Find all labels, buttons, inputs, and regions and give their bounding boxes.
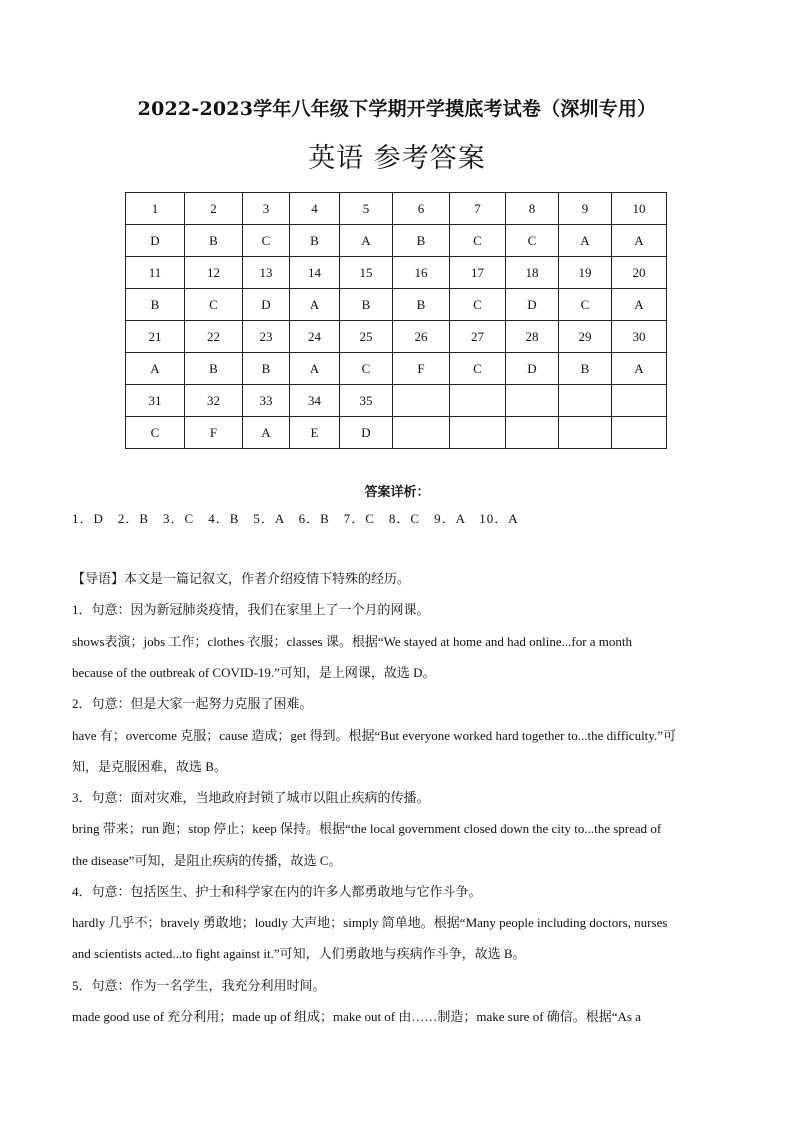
- question-number-cell: 16: [393, 257, 450, 289]
- question-number-cell: 7: [450, 193, 506, 225]
- answer-cell: F: [393, 353, 450, 385]
- question-number-cell: 31: [126, 385, 185, 417]
- answer-cell: C: [559, 289, 612, 321]
- q3-meaning: 3．句意：面对灾难，当地政府封锁了城市以阻止疾病的传播。: [72, 790, 430, 805]
- question-number-cell: [450, 385, 506, 417]
- question-number-cell: 21: [126, 321, 185, 353]
- question-number-cell: [506, 385, 559, 417]
- question-number-cell: 13: [243, 257, 290, 289]
- answer-cell: A: [126, 353, 185, 385]
- q2-meaning: 2．句意：但是大家一起努力克服了困难。: [72, 696, 313, 711]
- answer-cell: C: [450, 289, 506, 321]
- answer-table-row: [126, 321, 667, 353]
- answer-table-row: [126, 353, 667, 385]
- answer-cell: C: [340, 353, 393, 385]
- question-number-cell: 4: [290, 193, 340, 225]
- answer-cell: D: [340, 417, 393, 449]
- answer-cell: A: [612, 289, 667, 321]
- question-number-cell: 26: [393, 321, 450, 353]
- answer-cell: B: [559, 353, 612, 385]
- answer-cell: B: [290, 225, 340, 257]
- answer-cell: D: [506, 353, 559, 385]
- answer-cell: C: [243, 225, 290, 257]
- answer-cell: [506, 417, 559, 449]
- answer-cell: A: [290, 353, 340, 385]
- analysis-heading: 答案详析：: [364, 485, 430, 500]
- answer-cell: B: [185, 225, 243, 257]
- answer-cell: A: [612, 225, 667, 257]
- question-number-cell: 14: [290, 257, 340, 289]
- q5-meaning: 5．句意：作为一名学生，我充分利用时间。: [72, 978, 326, 993]
- answer-table-row: [126, 225, 667, 257]
- answer-cell: [559, 417, 612, 449]
- answer-cell: [450, 417, 506, 449]
- q1-explanation-line-1: shows表演；jobs 工作；clothes 衣服；classes 课。根据“We stayed at home and had online...for a month: [72, 634, 633, 649]
- question-number-cell: 24: [290, 321, 340, 353]
- q4-meaning: 4．句意：包括医生、护士和科学家在内的许多人都勇敢地与它作斗争。: [72, 884, 482, 899]
- q5-explanation-line-1: made good use of 充分利用；made up of 组成；make out of 由……制造；make sure of 确信。根据“As a: [72, 1009, 642, 1024]
- answer-cell: A: [612, 353, 667, 385]
- answer-cell: B: [340, 289, 393, 321]
- answer-cell: A: [340, 225, 393, 257]
- answer-cell: B: [393, 225, 450, 257]
- question-number-cell: 33: [243, 385, 290, 417]
- question-number-cell: 34: [290, 385, 340, 417]
- answer-cell: C: [126, 417, 185, 449]
- answer-summary: 1．D 2．B 3．C 4．B 5．A 6．B 7．C 8．C 9．A 10．A: [72, 511, 519, 526]
- question-number-cell: 32: [185, 385, 243, 417]
- question-number-cell: 3: [243, 193, 290, 225]
- answer-cell: D: [243, 289, 290, 321]
- question-number-cell: 12: [185, 257, 243, 289]
- question-number-cell: 35: [340, 385, 393, 417]
- q1-explanation-line-2: because of the outbreak of COVID-19.”可知，是上网课，故选 D。: [72, 665, 436, 680]
- q2-explanation-line-2: 知，是克服困难，故选 B。: [72, 759, 227, 774]
- answer-table-row: [126, 417, 667, 449]
- question-number-cell: 29: [559, 321, 612, 353]
- q3-explanation-line-2: the disease”可知，是阻止疾病的传播，故选 C。: [72, 853, 342, 868]
- question-number-cell: 23: [243, 321, 290, 353]
- answer-table: [125, 192, 667, 449]
- q3-explanation-line-1: bring 带来；run 跑；stop 停止；keep 保持。根据“the local government closed down the city to...the spread of: [72, 821, 662, 836]
- question-number-cell: 30: [612, 321, 667, 353]
- answer-cell: C: [450, 225, 506, 257]
- answer-cell: E: [290, 417, 340, 449]
- answer-table-row: [126, 289, 667, 321]
- question-number-cell: 10: [612, 193, 667, 225]
- answer-cell: B: [243, 353, 290, 385]
- q4-explanation-line-1: hardly 几乎不；bravely 勇敢地；loudly 大声地；simply 简单地。根据“Many people including doctors, nurses: [72, 915, 668, 930]
- question-number-cell: [559, 385, 612, 417]
- q1-meaning: 1．句意：因为新冠肺炎疫情，我们在家里上了一个月的网课。: [72, 602, 430, 617]
- question-number-cell: 8: [506, 193, 559, 225]
- question-number-cell: 27: [450, 321, 506, 353]
- answer-cell: A: [290, 289, 340, 321]
- answer-table-row: [126, 385, 667, 417]
- answer-table-row: [126, 257, 667, 289]
- question-number-cell: 22: [185, 321, 243, 353]
- question-number-cell: [612, 385, 667, 417]
- answer-cell: D: [506, 289, 559, 321]
- page-title: 2022-2023学年八年级下学期开学摸底考试卷（深圳专用）: [137, 98, 657, 120]
- question-number-cell: 19: [559, 257, 612, 289]
- q4-explanation-line-2: and scientists acted...to fight against it.”可知，人们勇敢地与疾病作斗争，故选 B。: [72, 946, 526, 961]
- answer-cell: B: [393, 289, 450, 321]
- page-subtitle: 英语 参考答案: [308, 143, 486, 174]
- question-number-cell: 11: [126, 257, 185, 289]
- q2-explanation-line-1: have 有；overcome 克服；cause 造成；get 得到。根据“But everyone worked hard together to...the difficulty.”可: [72, 728, 676, 743]
- answer-cell: A: [243, 417, 290, 449]
- question-number-cell: 2: [185, 193, 243, 225]
- question-number-cell: 18: [506, 257, 559, 289]
- answer-cell: B: [185, 353, 243, 385]
- intro-paragraph: 【导语】本文是一篇记叙文，作者介绍疫情下特殊的经历。: [72, 571, 411, 586]
- answer-cell: A: [559, 225, 612, 257]
- answer-cell: C: [506, 225, 559, 257]
- answer-cell: F: [185, 417, 243, 449]
- answer-cell: C: [185, 289, 243, 321]
- answer-cell: [393, 417, 450, 449]
- question-number-cell: 5: [340, 193, 393, 225]
- question-number-cell: 20: [612, 257, 667, 289]
- answer-cell: [612, 417, 667, 449]
- answer-cell: C: [450, 353, 506, 385]
- question-number-cell: [393, 385, 450, 417]
- question-number-cell: 17: [450, 257, 506, 289]
- answer-cell: D: [126, 225, 185, 257]
- question-number-cell: 1: [126, 193, 185, 225]
- question-number-cell: 6: [393, 193, 450, 225]
- question-number-cell: 9: [559, 193, 612, 225]
- answer-cell: B: [126, 289, 185, 321]
- answer-table-row: [126, 193, 667, 225]
- question-number-cell: 28: [506, 321, 559, 353]
- question-number-cell: 15: [340, 257, 393, 289]
- question-number-cell: 25: [340, 321, 393, 353]
